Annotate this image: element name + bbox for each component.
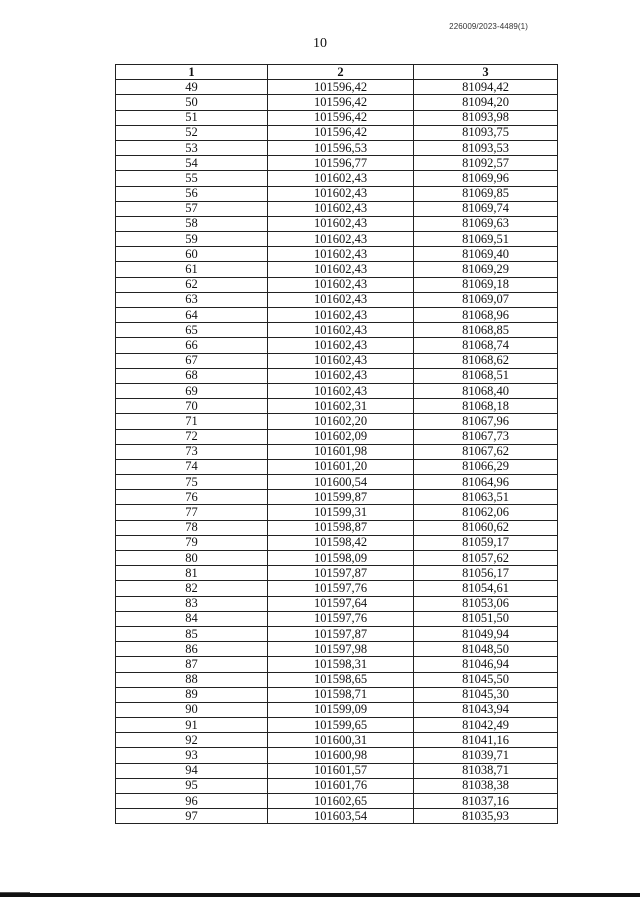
cell-y-coordinate: 81063,51 — [414, 490, 558, 505]
cell-x-coordinate: 101601,20 — [268, 459, 414, 474]
cell-point-number: 82 — [116, 581, 268, 596]
cell-point-number: 76 — [116, 490, 268, 505]
cell-y-coordinate: 81067,96 — [414, 414, 558, 429]
cell-x-coordinate: 101598,71 — [268, 687, 414, 702]
cell-x-coordinate: 101601,57 — [268, 763, 414, 778]
cell-y-coordinate: 81054,61 — [414, 581, 558, 596]
column-header-point-number: 1 — [116, 65, 268, 80]
cell-point-number: 78 — [116, 520, 268, 535]
cell-x-coordinate: 101602,65 — [268, 794, 414, 809]
cell-y-coordinate: 81068,62 — [414, 353, 558, 368]
cell-point-number: 58 — [116, 216, 268, 231]
cell-y-coordinate: 81094,20 — [414, 95, 558, 110]
cell-point-number: 54 — [116, 156, 268, 171]
page-number: 10 — [313, 36, 327, 51]
cell-x-coordinate: 101597,64 — [268, 596, 414, 611]
table-row — [116, 262, 558, 277]
cell-y-coordinate: 81093,53 — [414, 140, 558, 155]
cell-y-coordinate: 81068,40 — [414, 383, 558, 398]
column-header-x-coordinate: 2 — [268, 65, 414, 80]
cell-y-coordinate: 81066,29 — [414, 459, 558, 474]
cell-x-coordinate: 101597,98 — [268, 642, 414, 657]
cell-x-coordinate: 101596,53 — [268, 140, 414, 155]
table-row — [116, 505, 558, 520]
cell-y-coordinate: 81056,17 — [414, 566, 558, 581]
cell-x-coordinate: 101601,98 — [268, 444, 414, 459]
table-row — [116, 323, 558, 338]
cell-x-coordinate: 101598,09 — [268, 551, 414, 566]
table-row — [116, 626, 558, 641]
cell-point-number: 81 — [116, 566, 268, 581]
table-row — [116, 277, 558, 292]
table-row — [116, 809, 558, 824]
table-row — [116, 490, 558, 505]
table-row — [116, 353, 558, 368]
cell-y-coordinate: 81048,50 — [414, 642, 558, 657]
cell-point-number: 80 — [116, 551, 268, 566]
table-row — [116, 733, 558, 748]
cell-point-number: 88 — [116, 672, 268, 687]
table-row — [116, 95, 558, 110]
table-row — [116, 672, 558, 687]
table-row — [116, 429, 558, 444]
cell-x-coordinate: 101596,42 — [268, 110, 414, 125]
cell-x-coordinate: 101602,43 — [268, 201, 414, 216]
table-body — [116, 80, 558, 824]
cell-x-coordinate: 101597,87 — [268, 626, 414, 641]
cell-y-coordinate: 81069,29 — [414, 262, 558, 277]
cell-y-coordinate: 81041,16 — [414, 733, 558, 748]
cell-y-coordinate: 81069,96 — [414, 171, 558, 186]
cell-point-number: 83 — [116, 596, 268, 611]
table-row — [116, 156, 558, 171]
table-row — [116, 748, 558, 763]
cell-x-coordinate: 101602,31 — [268, 399, 414, 414]
table-row — [116, 718, 558, 733]
cell-y-coordinate: 81060,62 — [414, 520, 558, 535]
cell-point-number: 75 — [116, 475, 268, 490]
cell-x-coordinate: 101596,77 — [268, 156, 414, 171]
footer-rule — [0, 893, 640, 897]
table-row — [116, 611, 558, 626]
table-row — [116, 444, 558, 459]
cell-x-coordinate: 101600,54 — [268, 475, 414, 490]
cell-point-number: 90 — [116, 702, 268, 717]
cell-y-coordinate: 81094,42 — [414, 80, 558, 95]
cell-point-number: 69 — [116, 383, 268, 398]
cell-point-number: 96 — [116, 794, 268, 809]
table-row — [116, 110, 558, 125]
cell-point-number: 70 — [116, 399, 268, 414]
cell-x-coordinate: 101602,43 — [268, 262, 414, 277]
cell-x-coordinate: 101602,43 — [268, 383, 414, 398]
cell-x-coordinate: 101597,76 — [268, 581, 414, 596]
cell-x-coordinate: 101598,87 — [268, 520, 414, 535]
table-row — [116, 535, 558, 550]
table-row — [116, 794, 558, 809]
cell-point-number: 65 — [116, 323, 268, 338]
cell-point-number: 57 — [116, 201, 268, 216]
cell-y-coordinate: 81068,96 — [414, 308, 558, 323]
cell-y-coordinate: 81051,50 — [414, 611, 558, 626]
cell-point-number: 73 — [116, 444, 268, 459]
table-row — [116, 702, 558, 717]
cell-point-number: 72 — [116, 429, 268, 444]
cell-x-coordinate: 101596,42 — [268, 80, 414, 95]
cell-point-number: 67 — [116, 353, 268, 368]
cell-point-number: 61 — [116, 262, 268, 277]
column-header-y-coordinate: 3 — [414, 65, 558, 80]
cell-x-coordinate: 101602,20 — [268, 414, 414, 429]
table-row — [116, 520, 558, 535]
cell-point-number: 53 — [116, 140, 268, 155]
cell-point-number: 85 — [116, 626, 268, 641]
cell-point-number: 84 — [116, 611, 268, 626]
cell-x-coordinate: 101598,65 — [268, 672, 414, 687]
cell-x-coordinate: 101602,43 — [268, 308, 414, 323]
cell-y-coordinate: 81042,49 — [414, 718, 558, 733]
cell-point-number: 60 — [116, 247, 268, 262]
cell-point-number: 94 — [116, 763, 268, 778]
cell-y-coordinate: 81046,94 — [414, 657, 558, 672]
cell-x-coordinate: 101602,43 — [268, 247, 414, 262]
cell-y-coordinate: 81037,16 — [414, 794, 558, 809]
cell-x-coordinate: 101598,31 — [268, 657, 414, 672]
cell-y-coordinate: 81062,06 — [414, 505, 558, 520]
cell-point-number: 50 — [116, 95, 268, 110]
coordinates-table — [115, 64, 558, 824]
cell-point-number: 79 — [116, 535, 268, 550]
table-row — [116, 778, 558, 793]
cell-x-coordinate: 101599,87 — [268, 490, 414, 505]
cell-y-coordinate: 81053,06 — [414, 596, 558, 611]
cell-point-number: 62 — [116, 277, 268, 292]
table-row — [116, 551, 558, 566]
table-row — [116, 125, 558, 140]
table-row — [116, 232, 558, 247]
cell-point-number: 93 — [116, 748, 268, 763]
cell-x-coordinate: 101602,43 — [268, 216, 414, 231]
cell-y-coordinate: 81045,50 — [414, 672, 558, 687]
cell-x-coordinate: 101603,54 — [268, 809, 414, 824]
cell-y-coordinate: 81039,71 — [414, 748, 558, 763]
table-row — [116, 596, 558, 611]
cell-x-coordinate: 101602,43 — [268, 292, 414, 307]
cell-x-coordinate: 101602,43 — [268, 277, 414, 292]
table-row — [116, 383, 558, 398]
cell-x-coordinate: 101602,43 — [268, 232, 414, 247]
cell-x-coordinate: 101597,76 — [268, 611, 414, 626]
cell-y-coordinate: 81043,94 — [414, 702, 558, 717]
table-row — [116, 657, 558, 672]
table-row — [116, 308, 558, 323]
cell-x-coordinate: 101602,43 — [268, 186, 414, 201]
cell-x-coordinate: 101599,65 — [268, 718, 414, 733]
cell-y-coordinate: 81049,94 — [414, 626, 558, 641]
cell-y-coordinate: 81068,51 — [414, 368, 558, 383]
cell-point-number: 95 — [116, 778, 268, 793]
cell-y-coordinate: 81069,63 — [414, 216, 558, 231]
cell-x-coordinate: 101600,98 — [268, 748, 414, 763]
table-row — [116, 763, 558, 778]
cell-y-coordinate: 81038,38 — [414, 778, 558, 793]
cell-y-coordinate: 81093,98 — [414, 110, 558, 125]
cell-point-number: 77 — [116, 505, 268, 520]
cell-x-coordinate: 101599,31 — [268, 505, 414, 520]
cell-y-coordinate: 81057,62 — [414, 551, 558, 566]
table-row — [116, 459, 558, 474]
cell-x-coordinate: 101602,43 — [268, 353, 414, 368]
cell-x-coordinate: 101596,42 — [268, 95, 414, 110]
cell-point-number: 74 — [116, 459, 268, 474]
cell-x-coordinate: 101601,76 — [268, 778, 414, 793]
cell-point-number: 86 — [116, 642, 268, 657]
cell-point-number: 91 — [116, 718, 268, 733]
table-row — [116, 186, 558, 201]
cell-x-coordinate: 101602,43 — [268, 338, 414, 353]
cell-y-coordinate: 81067,73 — [414, 429, 558, 444]
table-row — [116, 581, 558, 596]
table-row — [116, 247, 558, 262]
table-row — [116, 338, 558, 353]
cell-point-number: 92 — [116, 733, 268, 748]
footer-rule-accent — [0, 892, 30, 893]
cell-y-coordinate: 81064,96 — [414, 475, 558, 490]
table-row — [116, 171, 558, 186]
cell-x-coordinate: 101602,43 — [268, 368, 414, 383]
table-row — [116, 201, 558, 216]
table-row — [116, 292, 558, 307]
document-registration-number: 226009/2023-4489(1) — [449, 22, 528, 31]
table-row — [116, 80, 558, 95]
table-row — [116, 216, 558, 231]
cell-y-coordinate: 81069,40 — [414, 247, 558, 262]
table-row — [116, 642, 558, 657]
table-row — [116, 368, 558, 383]
cell-point-number: 64 — [116, 308, 268, 323]
cell-point-number: 63 — [116, 292, 268, 307]
table-row — [116, 414, 558, 429]
cell-point-number: 59 — [116, 232, 268, 247]
cell-point-number: 51 — [116, 110, 268, 125]
cell-y-coordinate: 81069,74 — [414, 201, 558, 216]
cell-y-coordinate: 81068,85 — [414, 323, 558, 338]
table-row — [116, 140, 558, 155]
table-row — [116, 475, 558, 490]
table-header-row — [116, 65, 558, 80]
cell-y-coordinate: 81045,30 — [414, 687, 558, 702]
cell-point-number: 56 — [116, 186, 268, 201]
cell-y-coordinate: 81067,62 — [414, 444, 558, 459]
cell-y-coordinate: 81068,74 — [414, 338, 558, 353]
cell-x-coordinate: 101602,09 — [268, 429, 414, 444]
cell-point-number: 49 — [116, 80, 268, 95]
cell-y-coordinate: 81093,75 — [414, 125, 558, 140]
cell-x-coordinate: 101598,42 — [268, 535, 414, 550]
cell-x-coordinate: 101597,87 — [268, 566, 414, 581]
cell-point-number: 87 — [116, 657, 268, 672]
cell-y-coordinate: 81035,93 — [414, 809, 558, 824]
cell-y-coordinate: 81068,18 — [414, 399, 558, 414]
cell-y-coordinate: 81059,17 — [414, 535, 558, 550]
table-row — [116, 399, 558, 414]
cell-x-coordinate: 101602,43 — [268, 171, 414, 186]
cell-x-coordinate: 101599,09 — [268, 702, 414, 717]
table-row — [116, 687, 558, 702]
cell-y-coordinate: 81069,07 — [414, 292, 558, 307]
cell-y-coordinate: 81069,51 — [414, 232, 558, 247]
cell-y-coordinate: 81069,85 — [414, 186, 558, 201]
cell-point-number: 55 — [116, 171, 268, 186]
cell-point-number: 68 — [116, 368, 268, 383]
cell-x-coordinate: 101600,31 — [268, 733, 414, 748]
cell-y-coordinate: 81092,57 — [414, 156, 558, 171]
table-row — [116, 566, 558, 581]
cell-y-coordinate: 81038,71 — [414, 763, 558, 778]
cell-point-number: 71 — [116, 414, 268, 429]
cell-x-coordinate: 101596,42 — [268, 125, 414, 140]
cell-point-number: 97 — [116, 809, 268, 824]
cell-x-coordinate: 101602,43 — [268, 323, 414, 338]
cell-point-number: 52 — [116, 125, 268, 140]
cell-y-coordinate: 81069,18 — [414, 277, 558, 292]
cell-point-number: 66 — [116, 338, 268, 353]
cell-point-number: 89 — [116, 687, 268, 702]
